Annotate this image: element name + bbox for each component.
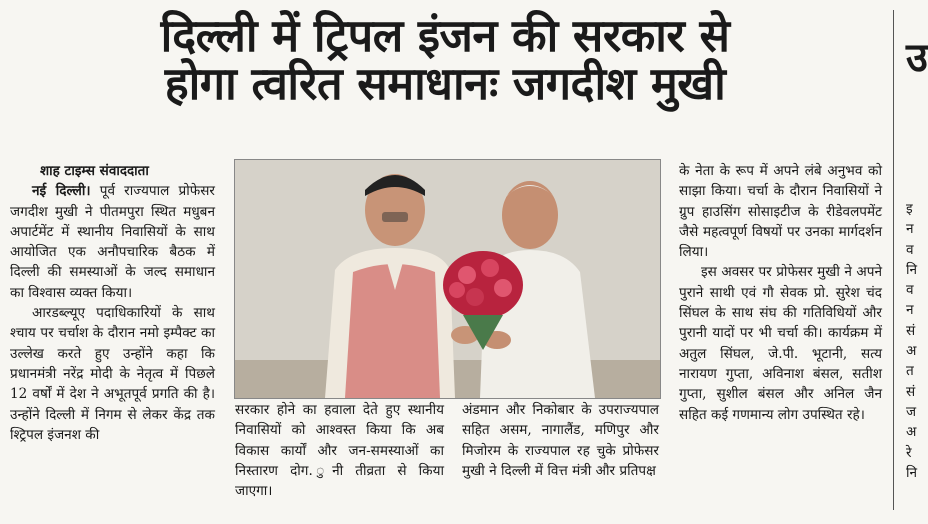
article-column-2 — [235, 400, 444, 501]
next-article-text-fragments — [906, 199, 926, 483]
next-article-headline-fragment: उ — [906, 35, 928, 81]
two-men-with-bouquet-photo-icon — [235, 160, 660, 398]
next-article-fragment: रे — [906, 444, 912, 461]
next-article-fragment: ज — [906, 403, 917, 420]
article-column-3 — [462, 400, 659, 481]
article-column-1 — [10, 161, 215, 445]
headline-line-1: दिल्ली में ट्रिपल इंजन की सरकार से — [160, 9, 730, 62]
next-article-fragment: अ — [906, 343, 917, 360]
next-article-fragment: न — [906, 302, 914, 319]
dateline: नई दिल्ली। — [32, 183, 91, 200]
next-article-fragment: सं — [906, 383, 916, 400]
news-photo — [234, 159, 661, 399]
paragraph-6: इस अवसर पर प्रोफेसर मुखी ने अपने पुराने साथी एवं गौ सेवक प्रो. सुरेश चंद सिंघल के साथ संघ की गतिविधियों और पुरानी यादों पर भी चर्चा की। कार्यक्रम में अतुल सिंघल, जे.पी. भूटानी, सत्य नारायण गुप्ता, अविनाश बंसल, सतीश गुप्ता, सुशील बंसल और अनिल जैन सहित कई गणमान्य लोग उपस्थित रहे। — [679, 264, 882, 423]
paragraph-1 — [10, 181, 215, 303]
next-article-fragment: न — [906, 221, 914, 238]
paragraph-2: आरडब्ल्यूए पदाधिकारियों के साथ श्चाय पर चर्चाश के दौरान नमो इम्पैक्ट का उल्लेख करते हुए उन्होंने कहा कि प्रधानमंत्री नरेंद्र मोदी के नेतृत्व में पिछले 12 वर्षों में देश ने अभूतपूर्व प्रगति की है। उन्होंने दिल्ली में निगम से लेकर केंद्र तक श्ट्रिपल इंजनश की — [10, 305, 215, 443]
column-rule — [893, 10, 894, 510]
article-column-4 — [679, 161, 882, 425]
next-article-fragment: अ — [906, 424, 917, 441]
headline — [20, 9, 870, 110]
paragraph-3: सरकार होने का हवाला देते हुए स्थानीय निवासियों को आश्वस्त किया कि अब विकास कार्यों और जन-समस्याओं का निस्तारण दोग. ुनी तीव्रता से किया जाएगा। — [235, 402, 444, 500]
paragraph-5: के नेता के रूप में अपने लंबे अनुभव को साझा किया। चर्चा के दौरान निवासियों ने ग्रुप हाउसिंग सोसाइटीज के रीडेवलपमेंट जैसे महत्वपूर्ण विषयों पर उनका मार्गदर्शन लिया। — [679, 163, 882, 261]
paragraph-4: अंडमान और निकोबार के उपराज्यपाल सहित असम, नागालैंड, मणिपुर और मिजोरम के राज्यपाल रह चुके प्रोफेसर मुखी ने दिल्ली में वित्त मंत्री और प्रतिपक्ष — [462, 402, 659, 479]
next-article-fragment: त — [906, 363, 914, 380]
byline: शाह टाइम्स संवाददाता — [40, 163, 149, 179]
next-article-fragment: नि — [906, 261, 918, 278]
headline-line-2: होगा त्वरित समाधानः जगदीश मुखी — [164, 57, 726, 110]
next-article-fragment: व — [906, 282, 914, 299]
next-article-fragment: सं — [906, 322, 916, 339]
paragraph-1-text: पूर्व राज्यपाल प्रोफेसर जगदीश मुखी ने पीतमपुरा स्थित मधुबन अपार्टमेंट में स्थानीय निवासियों के साथ आयोजित एक अनौपचारिक बैठक में दिल्ली की समस्याओं के जल्द समाधान का विश्वास व्यक्त किया। — [10, 183, 215, 301]
next-article-fragment: इ — [906, 201, 913, 217]
next-article-fragment: नि — [906, 464, 918, 481]
next-article-fragment: व — [906, 241, 914, 258]
